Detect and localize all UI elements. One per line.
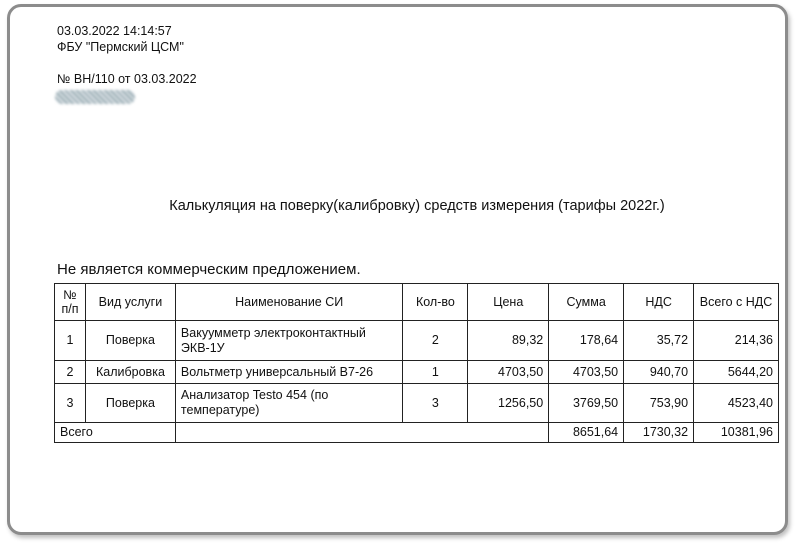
row-total: 5644,20: [694, 361, 779, 384]
row-number: 1: [55, 321, 86, 361]
row-number: 3: [55, 384, 86, 423]
calculation-table: [54, 283, 779, 443]
col-header-vat: НДС: [624, 284, 694, 321]
disclaimer-note: Не является коммерческим предложением.: [57, 261, 361, 278]
col-header-sum: Сумма: [549, 284, 624, 321]
document-datetime: 03.03.2022 14:14:57: [57, 24, 172, 38]
totals-vat: 1730,32: [624, 423, 694, 443]
row-price: 1256,50: [468, 384, 549, 423]
row-instrument: Вольтметр универсальный В7-26: [175, 361, 403, 384]
row-sum: 178,64: [549, 321, 624, 361]
row-service: Калибровка: [85, 361, 175, 384]
row-total: 4523,40: [694, 384, 779, 423]
row-quantity: 2: [403, 321, 468, 361]
document-number: № ВН/110 от 03.03.2022: [57, 72, 197, 86]
table-row: [55, 384, 779, 423]
organization-name: ФБУ "Пермский ЦСМ": [57, 40, 184, 54]
row-vat: 753,90: [624, 384, 694, 423]
document-title: Калькуляция на поверку(калибровку) средств измерения (тарифы 2022г.): [169, 198, 665, 214]
row-vat: 35,72: [624, 321, 694, 361]
row-service: Поверка: [85, 384, 175, 423]
row-vat: 940,70: [624, 361, 694, 384]
row-sum: 3769,50: [549, 384, 624, 423]
col-header-total: Всего с НДС: [694, 284, 779, 321]
totals-label: Всего: [55, 423, 176, 443]
row-sum: 4703,50: [549, 361, 624, 384]
col-header-number: № п/п: [55, 284, 86, 321]
row-price: 89,32: [468, 321, 549, 361]
table-header-row: [55, 284, 779, 321]
row-total: 214,36: [694, 321, 779, 361]
row-quantity: 1: [403, 361, 468, 384]
col-header-instrument: Наименование СИ: [175, 284, 403, 321]
redacted-signature: [55, 90, 135, 104]
totals-sum: 8651,64: [549, 423, 624, 443]
col-header-price: Цена: [468, 284, 549, 321]
table-row: [55, 321, 779, 361]
row-service: Поверка: [85, 321, 175, 361]
row-instrument: Вакуумметр электроконтактный ЭКВ-1У: [175, 321, 403, 361]
totals-empty: [175, 423, 548, 443]
totals-total: 10381,96: [694, 423, 779, 443]
row-quantity: 3: [403, 384, 468, 423]
row-price: 4703,50: [468, 361, 549, 384]
table-row: [55, 361, 779, 384]
totals-row: [55, 423, 779, 443]
row-number: 2: [55, 361, 86, 384]
row-instrument: Анализатор Testo 454 (по температуре): [175, 384, 403, 423]
col-header-quantity: Кол-во: [403, 284, 468, 321]
col-header-service: Вид услуги: [85, 284, 175, 321]
